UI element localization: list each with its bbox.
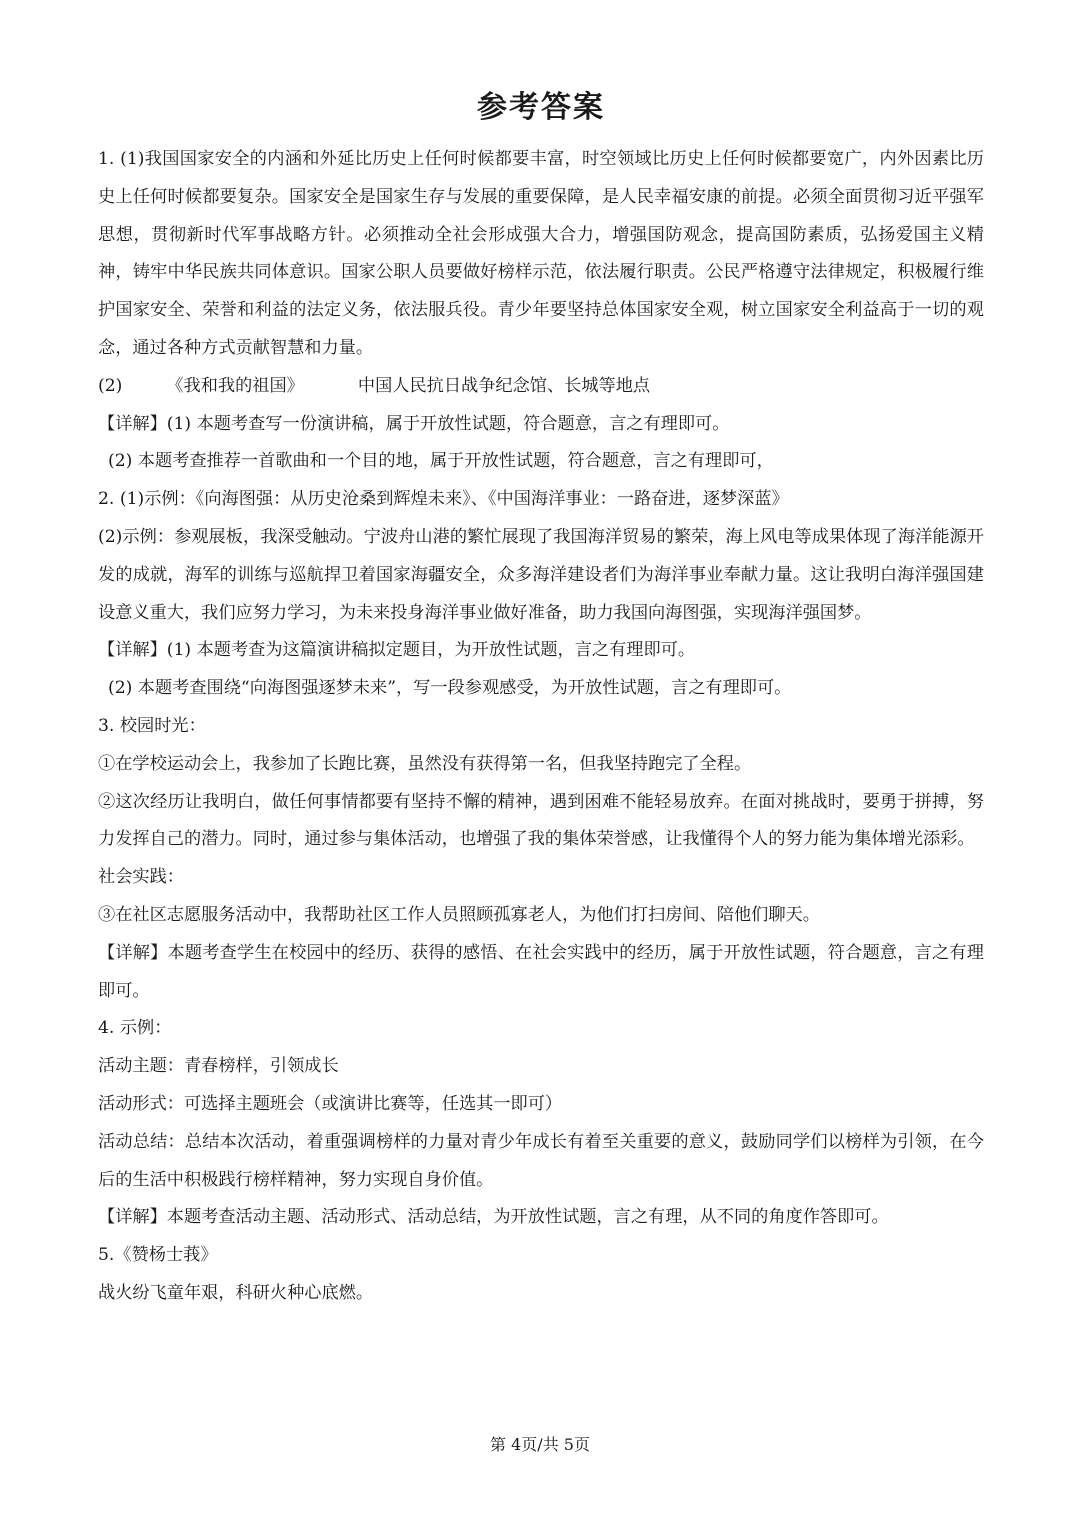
detail-prefix: 【详解】 [98, 1207, 167, 1228]
q4-heading: 4. 示例： [98, 1018, 172, 1039]
q1-detail2: (2) 本题考查推荐一首歌曲和一个目的地，属于开放性试题，符合题意，言之有理即可， [108, 451, 774, 472]
q3-item3: ③在社区志愿服务活动中，我帮助社区工作人员照顾孤寡老人，为他们打扫房间、陪他们聊天。 [98, 904, 820, 925]
q1-part2-label: (2) [98, 375, 123, 396]
detail-prefix: 【详解】 [98, 413, 167, 434]
detail-prefix: 【详解】 [98, 942, 168, 963]
q5-line1: 战火纷飞童年艰，科研火种心底燃。 [98, 1282, 374, 1303]
page-number: 第 4页/共 5页 [490, 1435, 590, 1454]
q1-detail1: 【详解】(1) 本题考查写一份演讲稿，属于开放性试题，符合题意，言之有理即可。 [98, 413, 730, 434]
detail-prefix: 【详解】 [98, 640, 167, 661]
q3-sub-heading: 社会实践： [98, 867, 184, 888]
q3-heading: 3. 校园时光： [98, 715, 206, 736]
q4-summary: 活动总结：总结本次活动，着重强调榜样的力量对青少年成长有着至关重要的意义，鼓励同学们以榜样为引领，在今后的生活中积极践行榜样精神，努力实现自身价值。 [98, 1131, 984, 1190]
q4-detail: 【详解】本题考查活动主题、活动形式、活动总结，为开放性试题，言之有理，从不同的角度作答即可。 [98, 1207, 889, 1228]
q1-part2-song: 《我和我的祖国》 [166, 375, 304, 396]
q1-part2 [98, 368, 984, 406]
q4-form: 活动形式：可选择主题班会（或演讲比赛等，任选其一即可） [98, 1093, 563, 1114]
q2-part1: 2. (1)示例：《向海图强：从历史沧桑到辉煌未来》、《中国海洋事业：一路奋进，逐梦深蓝》 [98, 489, 789, 510]
q3-item2: ②这次经历让我明白，做任何事情都要有坚持不懈的精神，遇到困难不能轻易放弃。在面对挑战时，要勇于拼搏，努力发挥自己的潜力。同时，通过参与集体活动，也增强了我的集体荣誉感，让我懂得个人的努力能为集体增光添彩。 [98, 791, 984, 850]
q2-detail1: 【详解】(1) 本题考查为这篇演讲稿拟定题目，为开放性试题，言之有理即可。 [98, 640, 696, 661]
page-title: 参考答案 [477, 90, 605, 125]
answer-content [98, 141, 984, 1313]
q3-detail: 【详解】本题考查学生在校园中的经历、获得的感悟、在社会实践中的经历，属于开放性试题，符合题意，言之有理即可。 [98, 942, 984, 1001]
q2-part2: (2)示例：参观展板，我深受触动。宁波舟山港的繁忙展现了我国海洋贸易的繁荣，海上风电等成果体现了海洋能源开发的成就，海军的训练与巡航捍卫着国家海疆安全，众多海洋建设者们为海洋事业奉献力量。这让我明白海洋强国建设意义重大，我们应努力学习，为未来投身海洋事业做好准备，助力我国向海图强，实现海洋强国梦。 [98, 526, 984, 623]
q4-theme: 活动主题：青春榜样，引领成长 [98, 1056, 339, 1077]
q3-item1: ①在学校运动会上，我参加了长跑比赛，虽然没有获得第一名，但我坚持跑完了全程。 [98, 753, 752, 774]
q5-heading: 5.《赞杨士莪》 [98, 1245, 218, 1266]
q1-part1: 1. (1)我国国家安全的内涵和外延比历史上任何时候都要丰富，时空领域比历史上任何时候都要宽广，内外因素比历史上任何时候都要复杂。国家安全是国家生存与发展的重要保障，是人民幸福安康的前提。必须全面贯彻习近平强军思想，贯彻新时代军事战略方针。必须推动全社会形成强大合力，增强国防观念，提高国防素质，弘扬爱国主义精神，铸牢中华民族共同体意识。国家公职人员要做好榜样示范，依法履行职责。公民严格遵守法律规定，积极履行维护国家安全、荣誉和利益的法定义务，依法服兵役。青少年要坚持总体国家安全观，树立国家安全利益高于一切的观念，通过各种方式贡献智慧和力量。 [98, 149, 984, 358]
q2-detail2: (2) 本题考查围绕“向海图强逐梦未来”，写一段参观感受，为开放性试题，言之有理即可。 [108, 678, 792, 699]
q1-part2-place: 中国人民抗日战争纪念馆、长城等地点 [357, 375, 651, 396]
